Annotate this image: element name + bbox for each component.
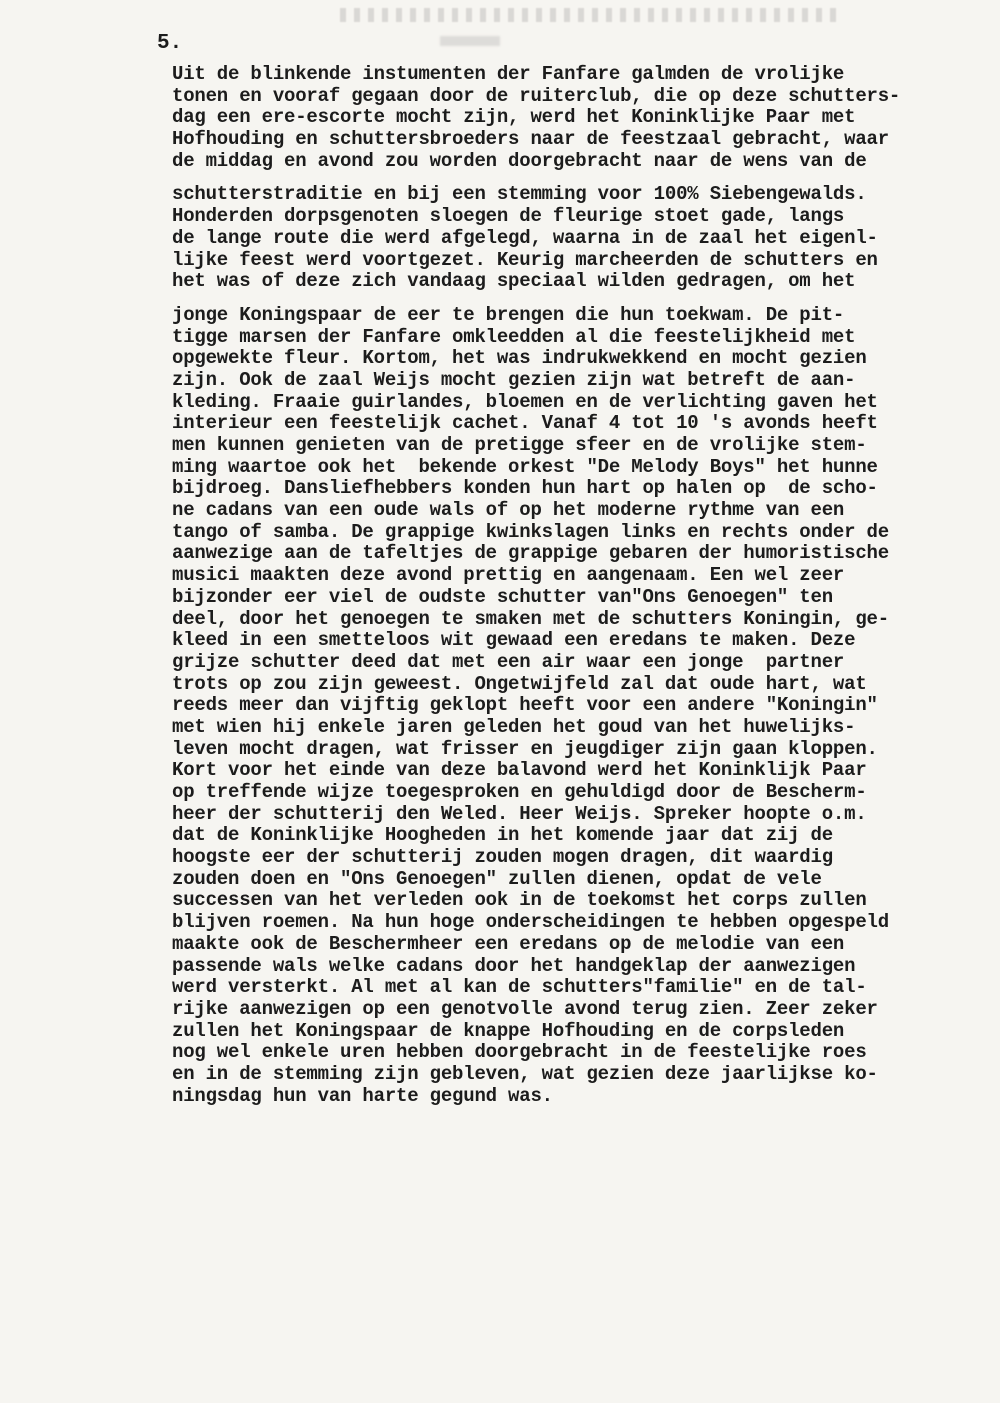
text-line: bijzonder eer viel de oudste schutter van"Ons Genoegen" ten (172, 585, 833, 608)
text-line: passende wals welke cadans door het handgeklap der aanwezigen (172, 954, 856, 977)
text-line: nog wel enkele uren hebben doorgebracht in de feestelijke roes (172, 1041, 867, 1064)
page-number: 5. (157, 32, 183, 55)
text-line: hoogste eer der schutterij zouden mogen dragen, dit waardig (172, 846, 833, 869)
text-line: blijven roemen. Na hun hoge onderscheidingen te hebben opgespeld (172, 911, 889, 934)
text-line: met wien hij enkele jaren geleden het goud van het huwelijks- (172, 715, 856, 738)
text-line: kleding. Fraaie guirlandes, bloemen en de verlichting gaven het (172, 390, 878, 413)
text-line: de middag en avond zou worden doorgebracht naar de wens van de (172, 149, 867, 172)
text-line: dag een ere-escorte mocht zijn, werd het Koninklijke Paar met (172, 106, 856, 129)
text-line: maakte ook de Beschermheer een eredans op de melodie van een (172, 932, 845, 955)
text-line: aanwezige aan de tafeltjes de grappige gebaren der humoristische (172, 542, 889, 565)
text-line: en in de stemming zijn gebleven, wat gezien deze jaarlijkse ko- (172, 1062, 878, 1085)
text-line: jonge Koningspaar de eer te brengen die hun toekwam. De pit- (172, 303, 845, 326)
text-line: reeds meer dan vijftig geklopt heeft voor een andere "Koningin" (172, 694, 878, 717)
text-line: de lange route die werd afgelegd, waarna in de zaal het eigenl- (172, 226, 878, 249)
text-line: tango of samba. De grappige kwinkslagen links en rechts onder de (172, 520, 889, 543)
text-line: Hofhouding en schuttersbroeders naar de feestzaal gebracht, waar (172, 128, 889, 151)
text-line: tonen en vooraf gegaan door de ruiterclub, die op deze schutters- (172, 84, 901, 107)
text-line: kleed in een smetteloos wit gewaad een eredans te maken. Deze (172, 629, 856, 652)
text-line: successen van het verleden ook in de toekomst het corps zullen (172, 889, 867, 912)
text-line: op treffende wijze toegesproken en gehuldigd door de Bescherm- (172, 781, 867, 803)
text-line: Uit de blinkende instumenten der Fanfare galmden de vrolijke (172, 63, 845, 85)
ink-smudge (340, 8, 840, 22)
text-line: grijze schutter deed dat met een air waar een jonge partner (172, 650, 845, 673)
text-line: zijn. Ook de zaal Weijs mocht gezien zijn wat betreft de aan- (172, 368, 856, 391)
text-line: lijke feest werd voortgezet. Keurig marcheerden de schutters en (172, 248, 878, 271)
text-line: tigge marsen der Fanfare omkleedden al die feestelijkheid met (172, 325, 856, 348)
text-line: rijke aanwezigen op een genotvolle avond terug zien. Zeer zeker (172, 997, 878, 1020)
text-line: trots op zou zijn geweest. Ongetwijfeld zal dat oude hart, wat (172, 672, 867, 695)
ink-smudge (440, 36, 500, 46)
text-line: musici maakten deze avond prettig en aangenaam. Een wel zeer (172, 564, 845, 587)
text-line: heer der schutterij den Weled. Heer Weijs. Spreker hoopte o.m. (172, 802, 867, 825)
text-line: ne cadans van een oude wals of op het moderne rythme van een (172, 499, 845, 522)
text-line: Kort voor het einde van deze balavond werd het Koninklijk Paar (172, 759, 867, 782)
text-line: zullen het Koningspaar de knappe Hofhouding en de corpsleden (172, 1019, 845, 1042)
text-line: opgewekte fleur. Kortom, het was indrukwekkend en mocht gezien (172, 347, 867, 370)
text-line: interieur een feestelijk cachet. Vanaf 4 tot 10 's avonds heeft (172, 412, 878, 435)
text-line: bijdroeg. Dansliefhebbers konden hun hart op halen op de scho- (172, 477, 878, 500)
text-line: leven mocht dragen, wat frisser en jeugdiger zijn gaan kloppen. (172, 737, 878, 760)
text-line: Honderden dorpsgenoten sloegen de fleurige stoet gade, langs (172, 205, 845, 228)
text-line: zouden doen en "Ons Genoegen" zullen dienen, opdat de vele (172, 867, 822, 890)
body-text (172, 64, 982, 1107)
text-line: deel, door het genoegen te smaken met de schutters Koningin, ge- (172, 607, 889, 630)
text-line: ningsdag hun van harte gegund was. (172, 1084, 553, 1107)
text-line: men kunnen genieten van de pretigge sfeer en de vrolijke stem- (172, 434, 867, 456)
text-line: dat de Koninklijke Hoogheden in het komende jaar dat zij de (172, 824, 833, 847)
text-line: schutterstraditie en bij een stemming voor 100% Siebengewalds. (172, 183, 867, 206)
text-line: werd versterkt. Al met al kan de schutters"familie" en de tal- (172, 976, 867, 999)
text-line: ming waartoe ook het bekende orkest "De Melody Boys" het hunne (172, 455, 878, 478)
text-line: het was of deze zich vandaag speciaal wilden gedragen, om het (172, 270, 856, 293)
